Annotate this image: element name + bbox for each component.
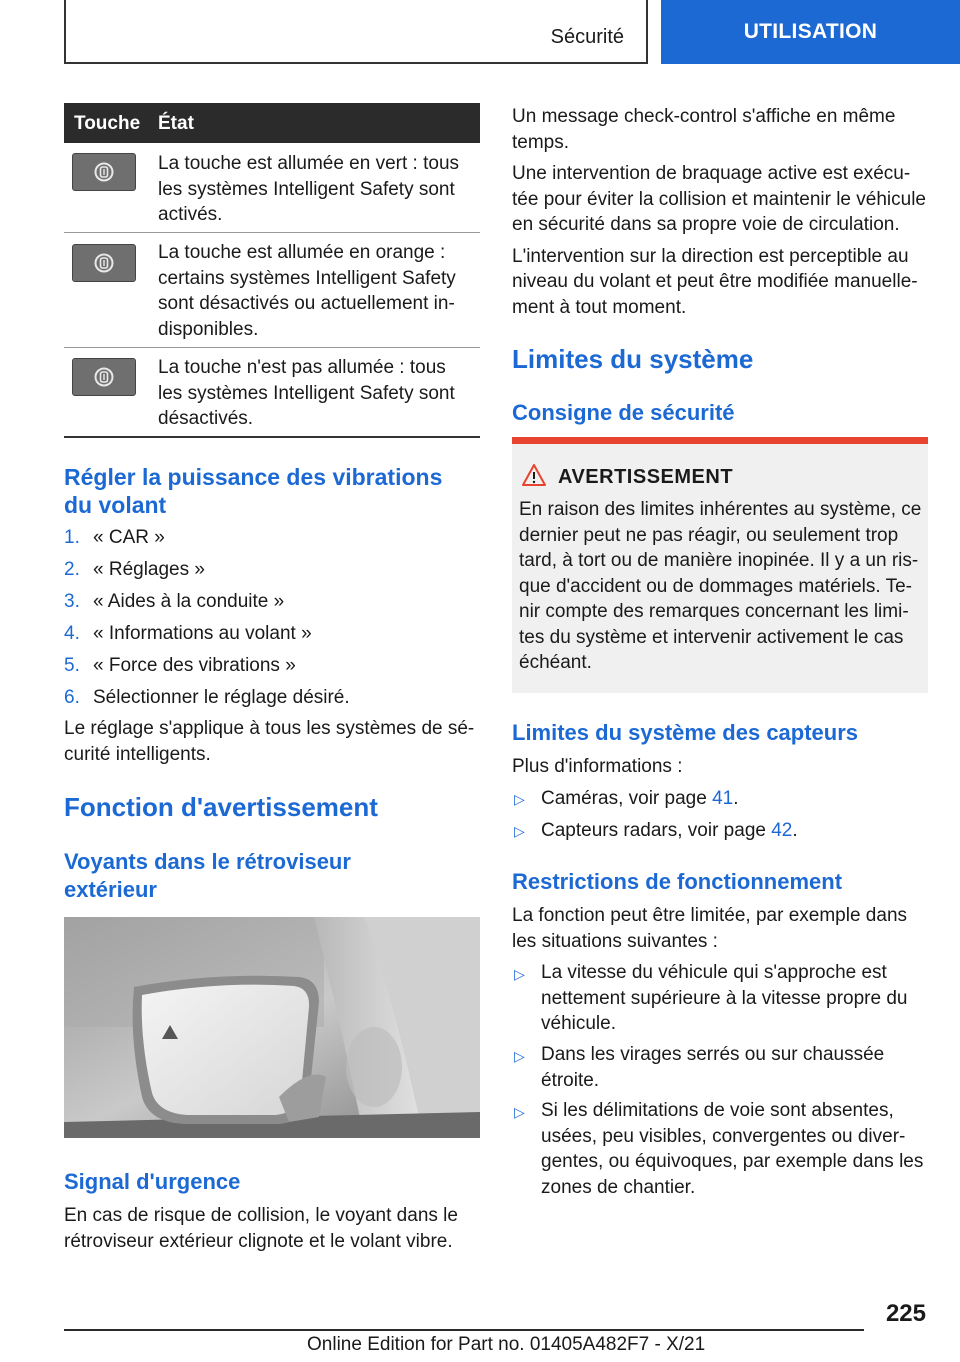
text-line: disponibles. [158, 318, 259, 340]
text-line: usées, peu visibles, convergentes ou diver- [541, 1125, 906, 1147]
text-line: nettement supérieure à la vitesse propre du [541, 987, 908, 1009]
text-line: tard, à tort ou de manière inopinée. Il y a un ris- [519, 550, 919, 571]
step-number: 6. [64, 687, 80, 708]
text-line: certains systèmes Intelligent Safety [158, 267, 456, 289]
text-line: tes du système et intervenir activement le cas [519, 626, 904, 648]
text-line: tée pour éviter la collision et maintenir le véhicule [512, 188, 926, 210]
side-mirror-image [64, 917, 480, 1138]
step-text: « Informations au volant » [93, 623, 312, 644]
intelligent-safety-button-icon [72, 244, 136, 282]
intelligent-safety-button-icon [72, 358, 136, 396]
text-line: les systèmes Intelligent Safety sont [158, 382, 455, 404]
sensor-limits-intro: Plus d'informations : [512, 756, 683, 777]
bullet-triangle-icon: ▷ [514, 1048, 525, 1064]
text-line: zones de chantier. [541, 1176, 696, 1198]
table-header-state: État [158, 113, 194, 134]
text-line: étroite. [541, 1069, 600, 1091]
text-line: Dans les virages serrés ou sur chaussée [541, 1044, 885, 1065]
item-end: . [792, 820, 798, 841]
text-line: activés. [158, 204, 223, 225]
text-line: La vitesse du véhicule qui s'approche est [541, 962, 887, 983]
page-link[interactable]: 41 [712, 788, 734, 809]
step-number: 2. [64, 559, 80, 580]
text-line: les systèmes Intelligent Safety sont [158, 178, 455, 200]
text-line: véhicule. [541, 1013, 616, 1034]
text-line: La touche est allumée en orange : [158, 242, 446, 263]
function-restrictions-heading: Restrictions de fonctionnement [512, 869, 843, 894]
intelligent-safety-button-icon [72, 153, 136, 191]
restriction-item [541, 960, 931, 1037]
header-section-title: Sécurité [550, 26, 624, 48]
step-text: « Réglages » [93, 559, 205, 580]
text-line: Un message check-control s'affiche en même [512, 106, 896, 127]
text-line: sont désactivés ou actuellement in- [158, 293, 455, 314]
text-line: La touche n'est pas allumée : tous [158, 357, 446, 378]
page-link[interactable]: 42 [771, 820, 793, 841]
text-line: les situations suivantes : [512, 930, 718, 952]
emergency-signal-text [64, 1203, 484, 1254]
text-line: ment à tout moment. [512, 296, 687, 318]
step-number: 4. [64, 623, 80, 644]
text-line: Le réglage s'applique à tous les systèmes de sé- [64, 718, 475, 739]
text-line: en sécurité dans sa propre voie de circulation. [512, 214, 900, 235]
step-text: « Aides à la conduite » [93, 591, 285, 612]
text-line: rétroviseur extérieur clignote et le volant vibre. [64, 1230, 453, 1252]
bullet-triangle-icon: ▷ [514, 823, 525, 839]
warning-triangle-icon [521, 463, 547, 487]
restriction-item [541, 1098, 931, 1200]
table-header-key: Touche [74, 113, 141, 134]
vibration-heading [64, 463, 480, 519]
heading-line: extérieur [64, 877, 157, 902]
heading-line: Régler la puissance des vibrations [64, 464, 443, 490]
text-line: L'intervention sur la direction est perceptible au [512, 245, 909, 267]
system-limits-heading: Limites du système [512, 344, 754, 374]
sensor-limits-heading: Limites du système des capteurs [512, 720, 859, 745]
footer-rule [64, 1329, 864, 1331]
restrictions-intro [512, 903, 932, 954]
safety-note-heading: Consigne de sécurité [512, 400, 735, 425]
text-line: dernier peut ne pas réagir, ou seulement trop [519, 524, 899, 546]
step-text: « Force des vibrations » [93, 655, 296, 676]
emergency-signal-heading: Signal d'urgence [64, 1169, 241, 1194]
bullet-triangle-icon: ▷ [514, 1104, 525, 1120]
item-text: Capteurs radars, voir page [541, 820, 772, 841]
sensor-item-radar [541, 818, 798, 844]
warning-function-heading: Fonction d'avertissement [64, 792, 378, 822]
step-number: 5. [64, 655, 80, 676]
text-line: que d'accident ou de dommages matériels. Te- [519, 575, 912, 597]
bullet-triangle-icon: ▷ [514, 966, 525, 982]
text-line: nir compte des remarques concernant les limi- [519, 601, 909, 622]
text-line: Si les délimitations de voie sont absentes, [541, 1100, 894, 1121]
restriction-item [541, 1042, 931, 1093]
step-number: 1. [64, 527, 80, 548]
item-text: Caméras, voir page [541, 788, 713, 809]
text-line: En raison des limites inhérentes au système, ce [519, 499, 922, 520]
text-line: échéant. [519, 652, 592, 673]
table-bottom-rule [64, 436, 480, 438]
mirror-indicator-heading [64, 848, 480, 904]
text-line: Une intervention de braquage active est exécu- [512, 163, 911, 184]
steering-intervention-text [512, 104, 932, 320]
text-line: La touche est allumée en vert : tous [158, 153, 460, 174]
text-line: niveau du volant et peut être modifiée manuelle- [512, 271, 918, 292]
sensor-item-cameras [541, 786, 739, 812]
text-line: En cas de risque de collision, le voyant dans le [64, 1205, 458, 1226]
table-header [64, 103, 480, 143]
table-divider [64, 232, 480, 233]
text-line: temps. [512, 131, 570, 153]
page-number: 225 [885, 1300, 926, 1327]
table-row-2-state [158, 240, 474, 342]
table-row-1-state [158, 151, 474, 228]
warning-label: AVERTISSEMENT [558, 466, 734, 488]
table-row-3-state [158, 355, 474, 432]
heading-line: Voyants dans le rétroviseur [64, 849, 351, 874]
step-text: « CAR » [93, 527, 165, 548]
bullet-triangle-icon: ▷ [514, 791, 525, 807]
text-line: désactivés. [158, 408, 254, 429]
item-end: . [733, 788, 739, 809]
step-text: Sélectionner le réglage désiré. [93, 687, 350, 708]
vibration-note [64, 716, 484, 767]
text-line: gentes, ou équivoques, par exemple dans les [541, 1151, 924, 1172]
footer-edition: Online Edition for Part no. 01405A482F7 - X/21 [307, 1334, 706, 1355]
heading-line: du volant [64, 492, 167, 518]
step-number: 3. [64, 591, 80, 612]
header-chapter-tab[interactable]: UTILISATION [661, 0, 960, 64]
table-divider [64, 347, 480, 348]
text-line: curité intelligents. [64, 743, 211, 765]
warning-text [519, 497, 923, 676]
text-line: La fonction peut être limitée, par exemple dans [512, 905, 908, 926]
